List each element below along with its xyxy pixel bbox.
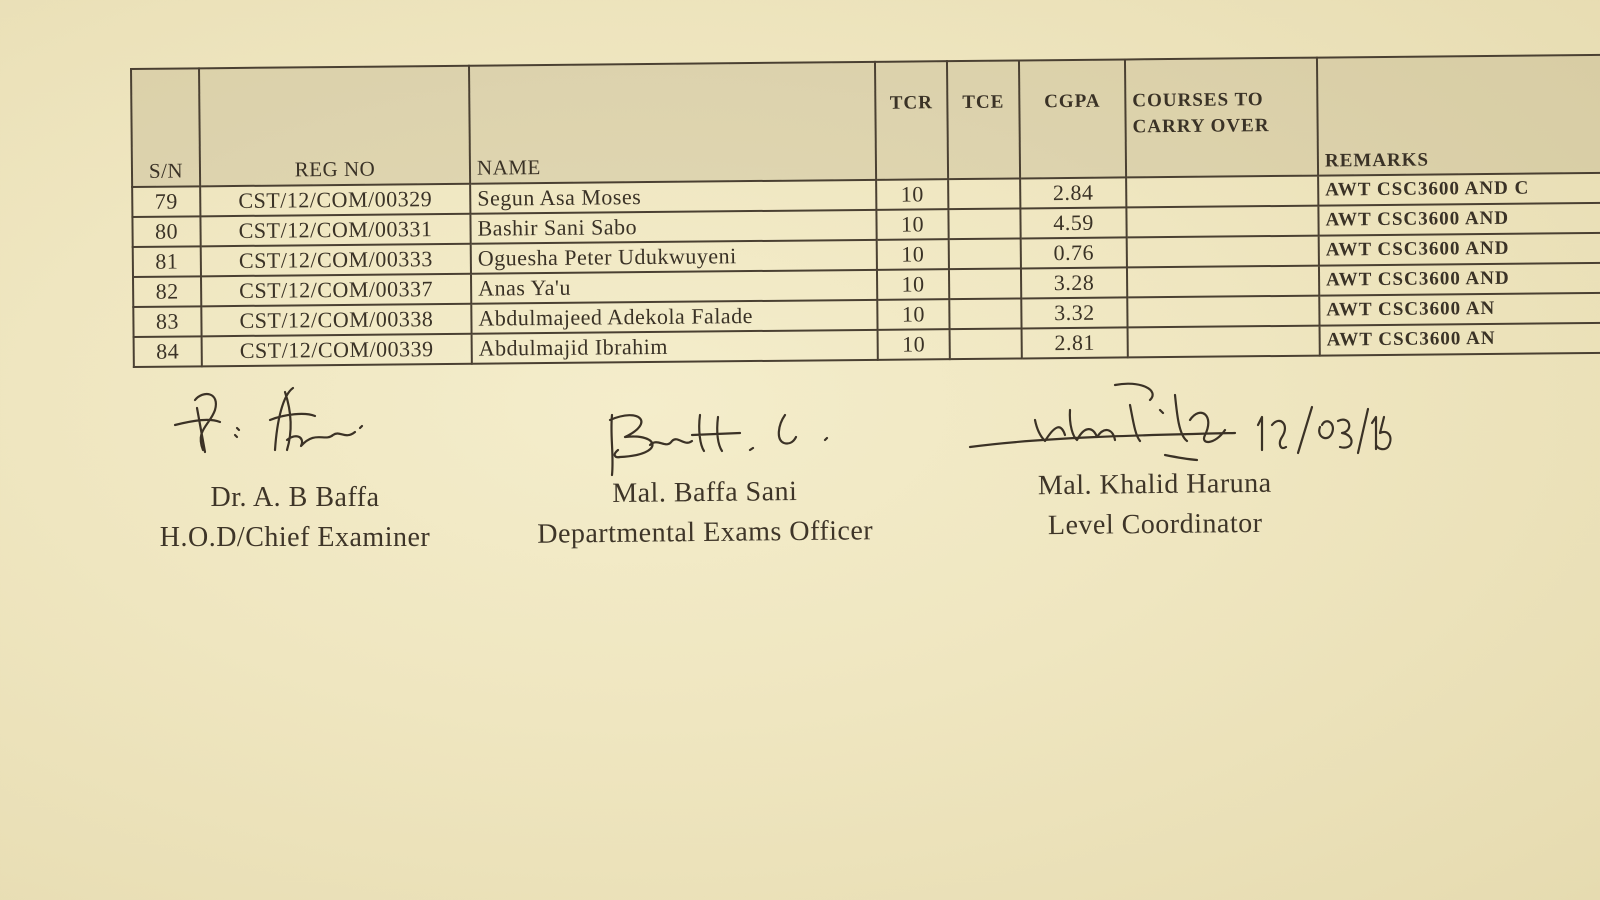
header-tce: TCE bbox=[947, 60, 1020, 179]
cell-cgpa: 2.84 bbox=[1020, 177, 1126, 208]
cell-tce bbox=[950, 328, 1022, 359]
cell-sn: 82 bbox=[133, 276, 201, 307]
cell-tce bbox=[948, 178, 1020, 209]
header-sn: S/N bbox=[131, 68, 200, 187]
cell-courses bbox=[1128, 326, 1320, 358]
cell-remarks: AWT CSC3600 AN bbox=[1320, 323, 1600, 356]
cell-tce bbox=[949, 268, 1021, 299]
cell-sn: 83 bbox=[133, 306, 201, 337]
cell-courses bbox=[1126, 206, 1318, 238]
cell-courses bbox=[1127, 236, 1319, 268]
header-row bbox=[131, 55, 1600, 187]
header-reg-no: REG NO bbox=[199, 66, 470, 187]
cell-tcr: 10 bbox=[877, 299, 949, 330]
header-courses-line2: CARRY OVER bbox=[1132, 115, 1270, 138]
cell-courses bbox=[1127, 296, 1319, 328]
cell-courses bbox=[1126, 176, 1318, 208]
cell-courses bbox=[1127, 266, 1319, 298]
signatory-role: Level Coordinator bbox=[1047, 507, 1263, 542]
cell-cgpa: 2.81 bbox=[1022, 327, 1128, 358]
cell-sn: 84 bbox=[134, 336, 202, 367]
signatory-level-coordinator bbox=[1005, 463, 1306, 546]
table-header bbox=[131, 55, 1600, 187]
cell-name: Bashir Sani Sabo bbox=[470, 210, 876, 244]
cell-sn: 80 bbox=[132, 216, 200, 247]
results-table bbox=[130, 54, 1600, 368]
cell-reg-no: CST/12/COM/00329 bbox=[200, 184, 470, 217]
header-cgpa: CGPA bbox=[1019, 59, 1126, 178]
cell-name: Segun Asa Moses bbox=[470, 180, 876, 214]
cell-remarks: AWT CSC3600 AND bbox=[1319, 233, 1600, 266]
header-name: NAME bbox=[469, 62, 876, 184]
cell-remarks: AWT CSC3600 AND bbox=[1319, 263, 1600, 296]
cell-tcr: 10 bbox=[876, 209, 948, 240]
cell-tce bbox=[948, 208, 1020, 239]
signatory-name: Mal. Baffa Sani bbox=[612, 476, 798, 509]
cell-tce bbox=[949, 238, 1021, 269]
cell-reg-no: CST/12/COM/00337 bbox=[201, 274, 471, 307]
signatory-role: H.O.D/Chief Examiner bbox=[159, 522, 431, 553]
cell-name: Abdulmajeed Adekola Falade bbox=[471, 300, 877, 334]
header-remarks: REMARKS bbox=[1317, 55, 1600, 176]
signature-level-coordinator bbox=[965, 375, 1265, 475]
header-courses-to-carry-over bbox=[1125, 58, 1318, 178]
cell-reg-no: CST/12/COM/00331 bbox=[200, 214, 470, 247]
header-courses-line1: COURSES TO bbox=[1132, 89, 1264, 112]
cell-reg-no: CST/12/COM/00339 bbox=[202, 334, 472, 367]
cell-remarks: AWT CSC3600 AND C bbox=[1318, 173, 1600, 206]
cell-reg-no: CST/12/COM/00333 bbox=[201, 244, 471, 277]
signature-hod bbox=[165, 380, 395, 470]
signatory-exams-officer bbox=[505, 471, 906, 555]
cell-sn: 79 bbox=[132, 186, 200, 217]
cell-cgpa: 4.59 bbox=[1020, 207, 1126, 238]
cell-remarks: AWT CSC3600 AND bbox=[1318, 203, 1600, 236]
cell-tcr: 10 bbox=[876, 179, 948, 210]
cell-reg-no: CST/12/COM/00338 bbox=[201, 304, 471, 337]
cell-name: Oguesha Peter Udukwuyeni bbox=[471, 240, 877, 274]
signatory-name: Mal. Khalid Haruna bbox=[1037, 467, 1272, 502]
cell-cgpa: 3.32 bbox=[1021, 297, 1127, 328]
table-body bbox=[132, 173, 1600, 367]
signatory-name: Dr. A. B Baffa bbox=[210, 482, 380, 513]
cell-cgpa: 3.28 bbox=[1021, 267, 1127, 298]
signatory-hod bbox=[125, 478, 465, 558]
cell-name: Abdulmajid Ibrahim bbox=[472, 330, 878, 364]
cell-tcr: 10 bbox=[877, 269, 949, 300]
cell-cgpa: 0.76 bbox=[1021, 237, 1127, 268]
cell-remarks: AWT CSC3600 AN bbox=[1319, 293, 1600, 326]
cell-tcr: 10 bbox=[878, 329, 950, 360]
header-tcr: TCR bbox=[875, 61, 948, 180]
handwritten-date bbox=[1250, 395, 1390, 465]
cell-name: Anas Ya'u bbox=[471, 270, 877, 304]
cell-tce bbox=[949, 298, 1021, 329]
signatory-role: Departmental Exams Officer bbox=[537, 515, 874, 550]
cell-tcr: 10 bbox=[877, 239, 949, 270]
cell-sn: 81 bbox=[133, 246, 201, 277]
